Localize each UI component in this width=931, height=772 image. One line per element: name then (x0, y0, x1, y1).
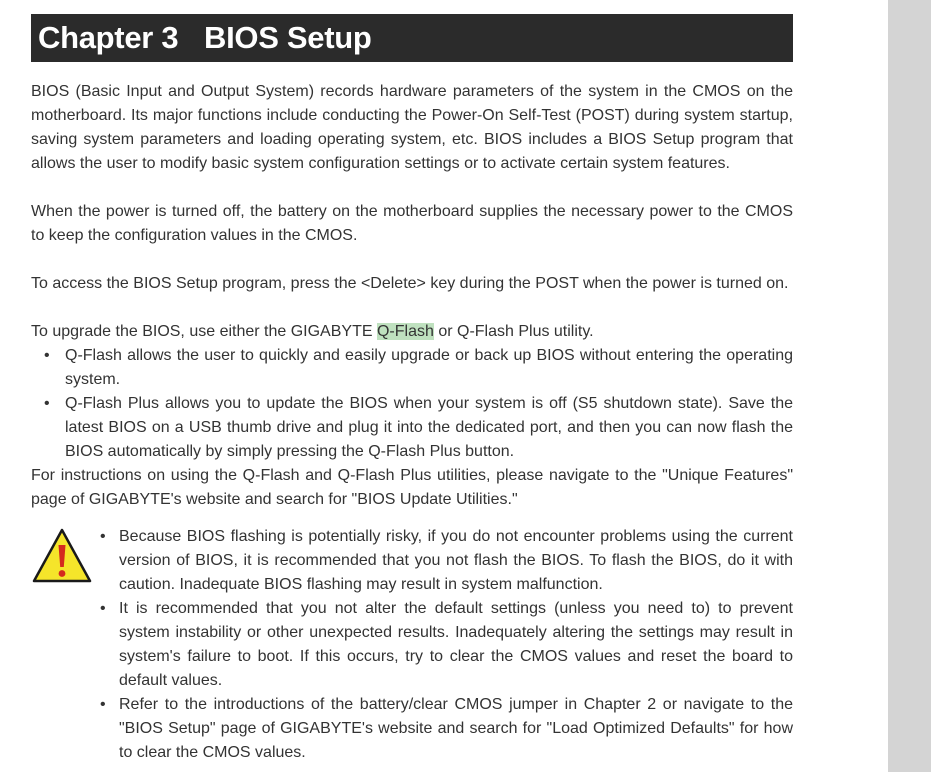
list-item: • Because BIOS flashing is potentially risky, if you do not encounter problems using the current version of BIOS, it is recommended that you not flash the BIOS. To flash the BIOS, do it with caution. Inadequate BIOS flashing may result in system malfunction. (88, 525, 793, 597)
chapter-heading (38, 18, 372, 58)
chapter-number: Chapter 3 (38, 20, 179, 55)
list-item: • It is recommended that you not alter the default settings (unless you need to) to prevent system instability or other unexpected results. Inadequately altering the settings may result in system's failure to boot. If this occurs, try to clear the CMOS values and reset the board to default values. (88, 597, 793, 693)
upgrade-text-start: To upgrade the BIOS, use either the GIGABYTE (31, 323, 377, 340)
list-item: • Refer to the introductions of the battery/clear CMOS jumper in Chapter 2 or navigate to the "BIOS Setup" page of GIGABYTE's website and search for "Load Optimized Defaults" for how to clear the CMOS values. (88, 693, 793, 765)
instructions-paragraph: For instructions on using the Q-Flash and Q-Flash Plus utilities, please navigate to the "Unique Features" page of GIGABYTE's website and search for "BIOS Update Utilities." (31, 467, 793, 508)
list-item: • Q-Flash allows the user to quickly and easily upgrade or back up BIOS without entering the operating system. (31, 344, 793, 392)
list-item: • Q-Flash Plus allows you to update the BIOS when your system is off (S5 shutdown state). Save the latest BIOS on a USB thumb drive and plug it into the dedicated port, and then you can now flash the BIOS automatically by simply pressing the Q-Flash Plus button. (31, 392, 793, 464)
viewer-gutter (888, 0, 931, 772)
chapter-body (31, 80, 793, 512)
cmos-battery-paragraph: When the power is turned off, the battery on the motherboard supplies the necessary power to the CMOS to keep the configuration values in the CMOS. (31, 203, 793, 244)
intro-paragraph: BIOS (Basic Input and Output System) records hardware parameters of the system in the CMOS on the motherboard. Its major functions include conducting the Power-On Self-Test (POST) during system startup, saving system parameters and loading operating system, etc. BIOS includes a BIOS Setup program that allows the user to modify basic system configuration settings or to activate certain system features. (31, 83, 793, 172)
upgrade-text-end: or Q-Flash Plus utility. (433, 323, 594, 340)
upgrade-bios-paragraph (31, 320, 793, 344)
warning-list (88, 525, 793, 765)
chapter-title: BIOS Setup (204, 20, 372, 55)
chapter-header-bar (31, 14, 793, 62)
upgrade-bullet-list (31, 344, 793, 464)
warning-notice (31, 525, 793, 765)
q-flash-highlight: Q-Flash (376, 323, 434, 340)
access-bios-paragraph: To access the BIOS Setup program, press the <Delete> key during the POST when the power is turned on. (31, 275, 789, 292)
warning-triangle-icon (31, 527, 93, 585)
